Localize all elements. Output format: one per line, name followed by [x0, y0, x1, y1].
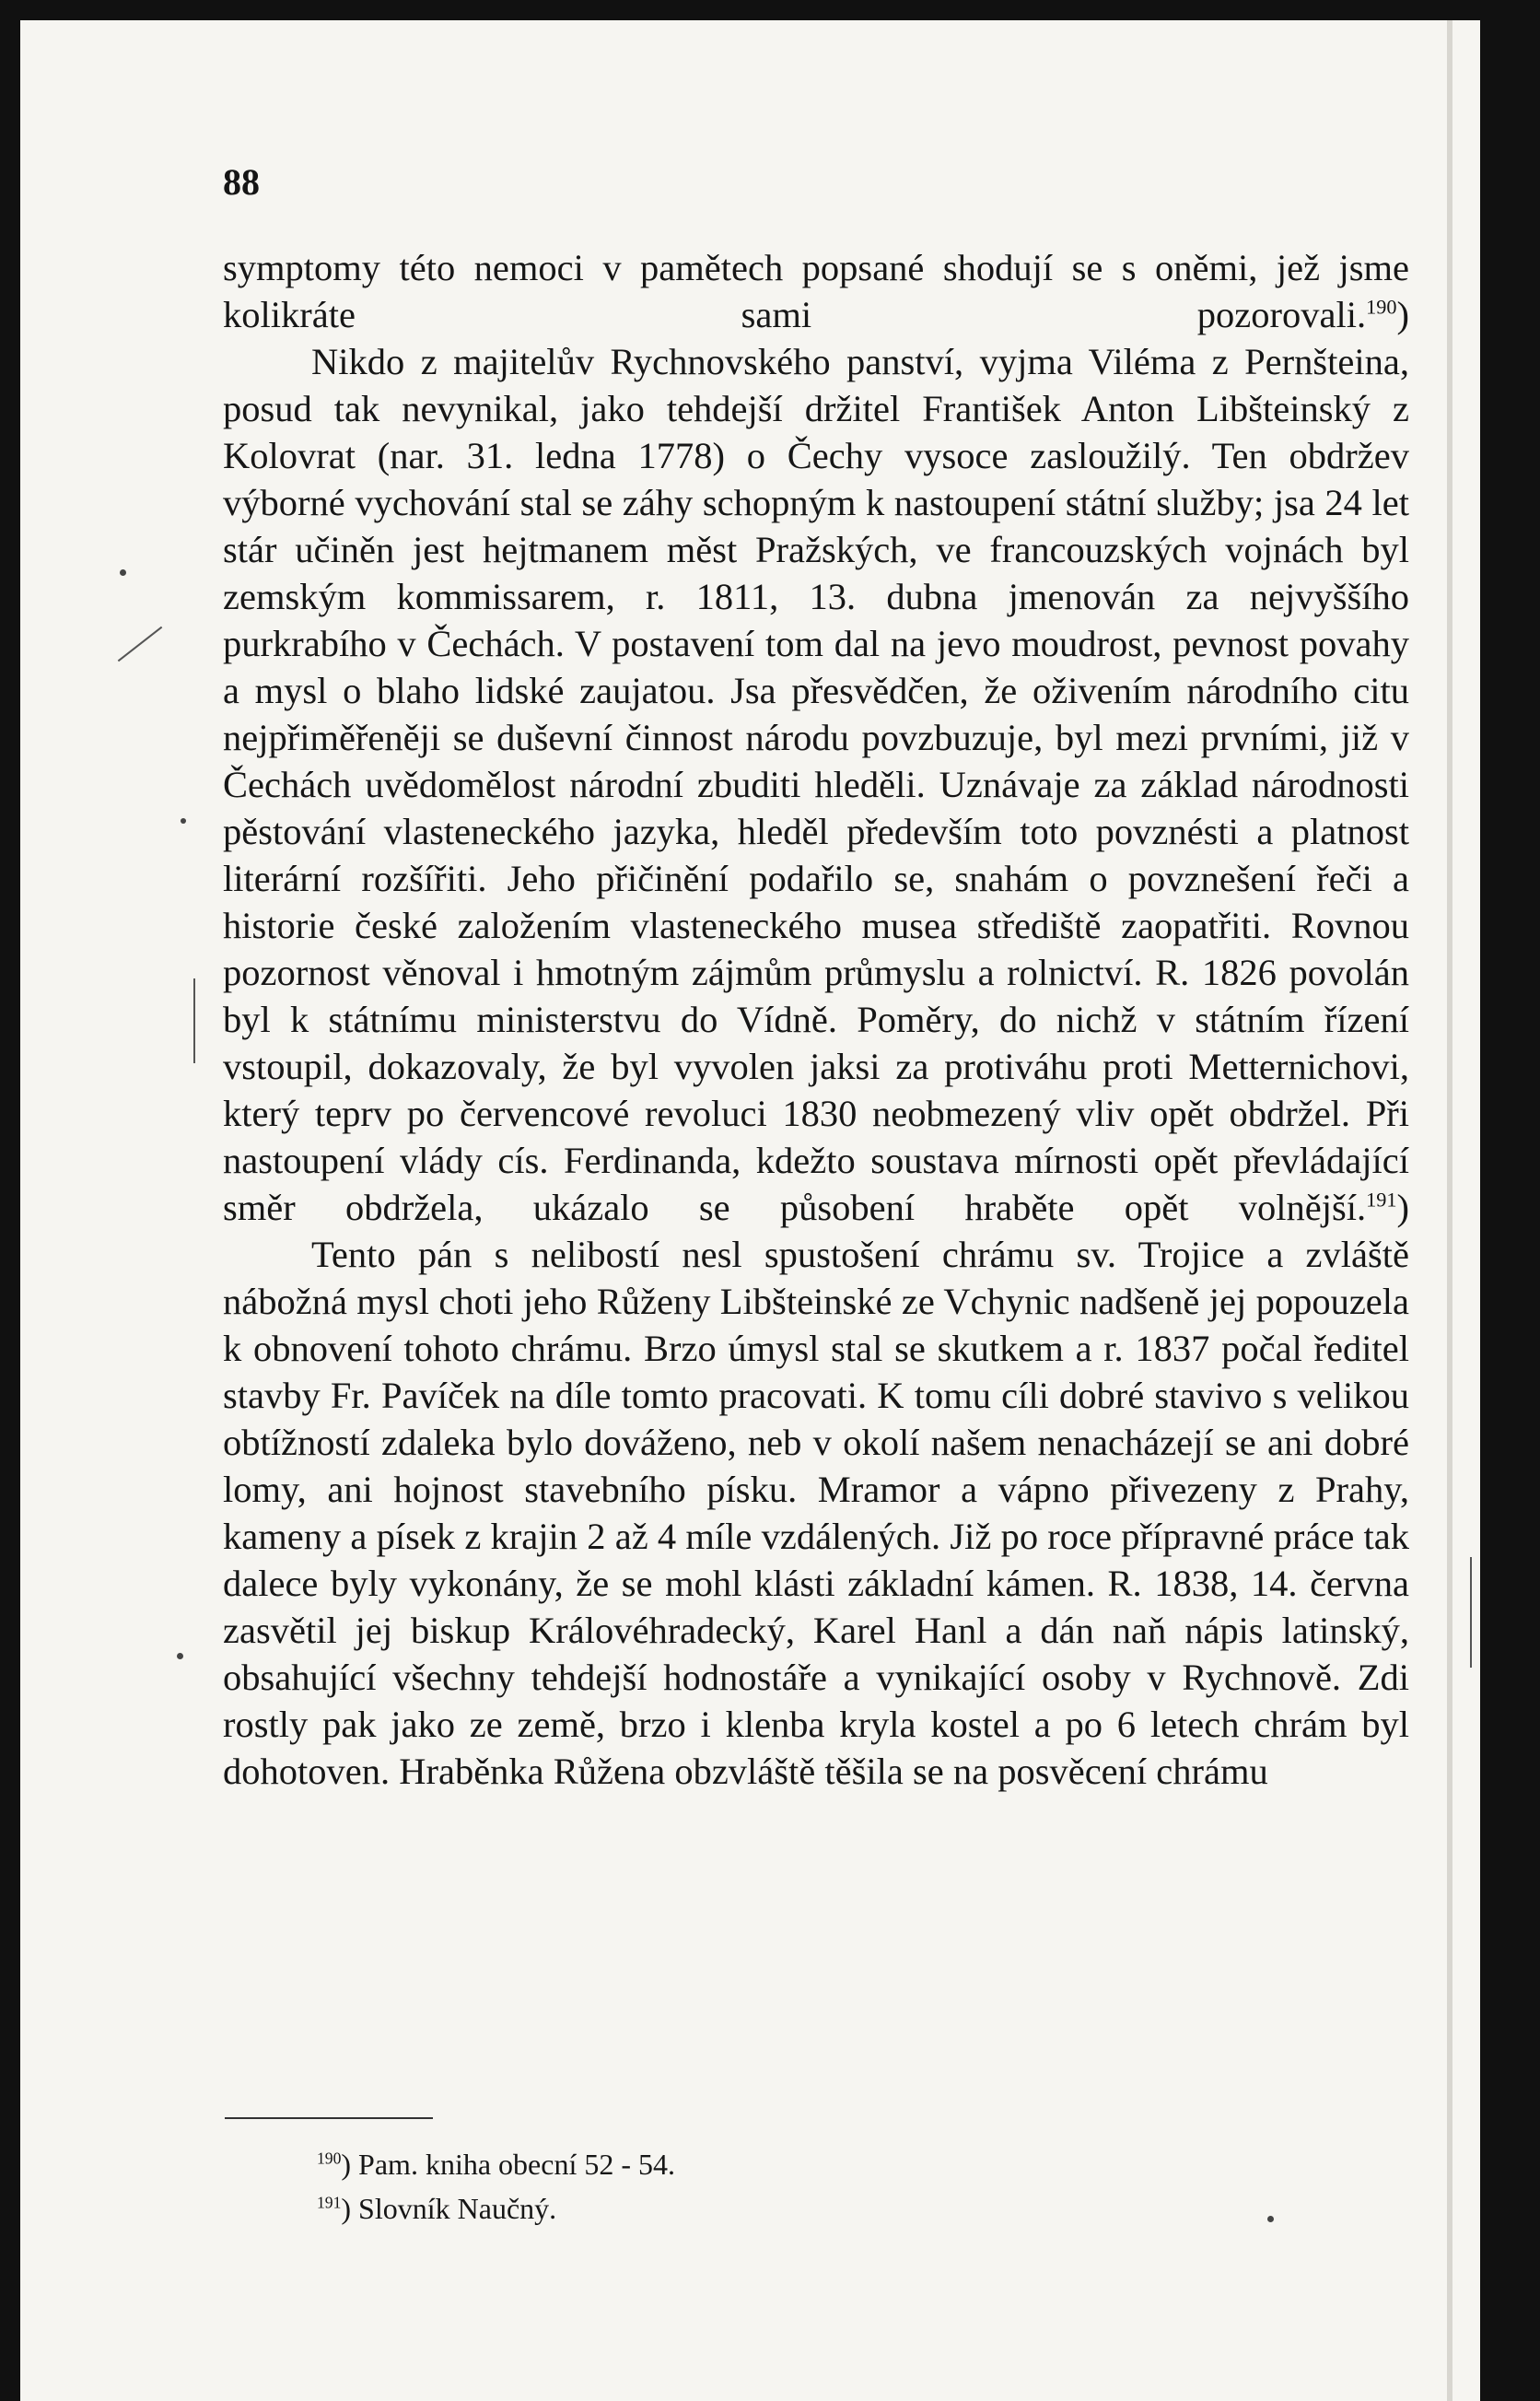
paragraph-text: Tento pán s nelibostí nesl spustošení chrámu sv. Trojice a zvláště nábožná mysl choti jeho Růženy Libšteinské ze Vchynic nadšeně jej popouzela k obnovení tohoto chrámu. Brzo úmysl stal se skutkem a r. 1837 počal ředitel stavby Fr. Pavíček na díle tomto pracovati. K tomu cíli dobré stavivo s velikou obtížností zdaleka bylo dováženo, neb v okolí našem nenacházejí se ani dobré lomy, ani hojnost stavebního písku. Mramor a vápno přivezeny z Prahy, kameny a písek z krajin 2 až 4 míle vzdálených. Již po roce přípravné práce tak dalece byly vykonány, že se mohl klásti základní kámen. R. 1838, 14. června zasvětil jej biskup Královéhradecký, Karel Hanl a dán naň nápis latinský, obsahující všechny tehdejší hodnostáře a vynikající osoby v Rychnově. Zdi rostly pak jako ze země, brzo i klenba kryla kostel a po 6 letech chrám byl dohotoven. Hraběnka Růžena obzvláště těšila se na posvěcení chrámu [223, 1234, 1409, 1792]
footnote-text: Pam. kniha obecní 52 - 54. [358, 2148, 675, 2181]
footnote-ref: 191 [1366, 1188, 1397, 1212]
footnote-text: Slovník Naučný. [358, 2192, 557, 2225]
pencil-mark [193, 978, 195, 1063]
footnote-191: $^{191}$) Slovník Naučný. [317, 2192, 557, 2225]
ink-speck [181, 818, 186, 824]
footnote-ref-paren: ) [1396, 294, 1409, 335]
pencil-mark [118, 627, 163, 662]
footnote-mark: 190 [317, 2149, 342, 2168]
paragraph-text: Nikdo z majitelův Rychnovského panství, vyjma Viléma z Pernšteina, posud tak nevynikal, jako tehdejší držitel František Anton Libšteinský z Kolovrat (nar. 31. ledna 1778) o Čechy vysoce zasloužilý. Ten obdržev výborné vychování stal se záhy schopným k nastoupení státní služby; jsa 24 let stár učiněn jest hejtmanem měst Pražských, ve francouzských vojnách byl zemským kommissarem, r. 1811, 13. dubna jmenován za nejvyššího purkrabího v Čechách. V postavení tom dal na jevo moudrost, pevnost povahy a mysl o blaho lidské zaujatou. Jsa přesvědčen, že oživením národního citu nejpřiměřeněji se duševní činnost národu povzbuzuje, byl mezi prvními, již v Čechách uvědomělost národní zbuditi hleděli. Uznávaje za základ národnosti pěstování vlasteneckého jazyka, hleděl především toto povznésti a platnost literární rozšířiti. Jeho přičinění podařilo se, snahám o povznešení řeči a historie české založením vlasteneckého musea střediště zaopatřiti. Rovnou pozornost věnoval i hmotným zájmům průmyslu a rolnictví. R. 1826 povolán byl k státnímu ministerstvu do Vídně. Poměry, do nichž v státním řízení vstoupil, dokazovaly, že byl vyvolen jaksi za protiváhu proti Metternichovi, který teprv po červencové revoluci 1830 neobmezený vliv opět obdržel. Při nastoupení vlády cís. Ferdinanda, kdežto soustava mírnosti opět převládající směr obdržela, ukázalo se působení hraběte opět volnější. [223, 341, 1409, 1228]
ink-speck [120, 569, 126, 576]
paragraph-2 [223, 338, 1409, 1231]
footnotes [317, 2142, 675, 2231]
body-text [223, 244, 1409, 1795]
footnote-mark: 191 [317, 2193, 342, 2212]
book-page [20, 20, 1480, 2401]
ink-speck [1267, 2216, 1274, 2222]
footnote-ref-paren: ) [1396, 1187, 1409, 1228]
pencil-mark [1470, 1557, 1472, 1668]
footnote-ref: 190 [1366, 295, 1397, 319]
footnote-divider [225, 2117, 433, 2119]
ink-speck [177, 1653, 183, 1659]
page-number: 88 [223, 161, 260, 203]
paragraph-1 [223, 244, 1409, 338]
footnote-190: $^{190}$) Pam. kniha obecní 52 - 54. [317, 2148, 675, 2181]
page-edge-shadow [1447, 20, 1452, 2401]
paragraph-text: symptomy této nemoci v pamětech popsané shodují se s oněmi, jež jsme kolikráte sami pozorovali. [223, 247, 1409, 335]
paragraph-3 [223, 1231, 1409, 1795]
